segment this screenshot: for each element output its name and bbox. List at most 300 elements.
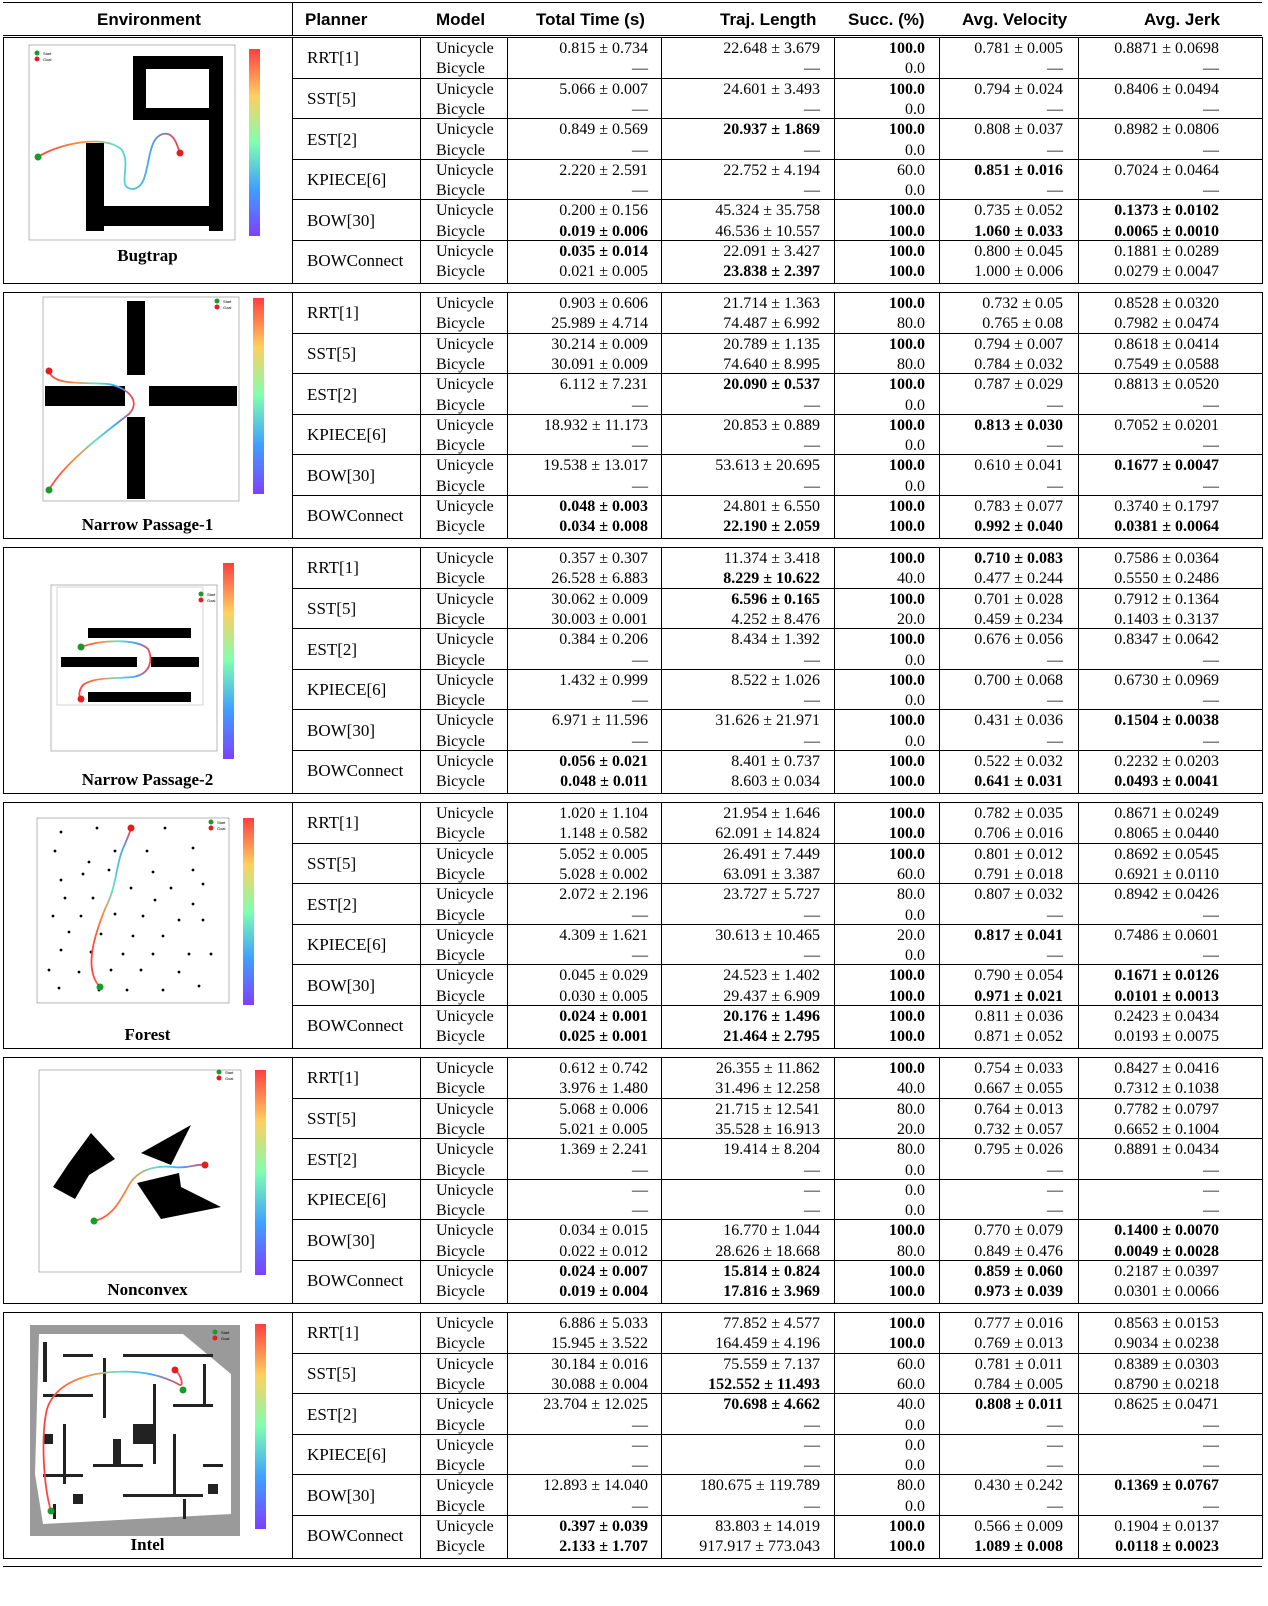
obstacle (86, 143, 104, 231)
column-divider (420, 1057, 421, 1304)
model-cell: Bicycle (436, 1202, 485, 1220)
goal-marker-icon (212, 1335, 217, 1340)
column-divider (292, 802, 293, 1049)
avg-velocity-cell: 0.764 ± 0.013 (974, 1100, 1063, 1118)
column-divider (939, 802, 940, 1049)
traj-length-cell: 74.640 ± 8.995 (723, 355, 820, 373)
avg-jerk-cell: 0.8347 ± 0.0642 (1114, 631, 1219, 649)
traj-length-cell: 20.789 ± 1.135 (723, 335, 820, 353)
legend-start-label: Start (224, 1069, 234, 1075)
traj-length-cell: 24.523 ± 1.402 (723, 967, 820, 985)
total-time-cell: 5.028 ± 0.002 (559, 865, 648, 883)
model-cell: Bicycle (436, 100, 485, 118)
table-rule (292, 1138, 1262, 1139)
tree-obstacle (60, 949, 63, 952)
table-rule (292, 709, 1262, 710)
avg-velocity-cell: 0.992 ± 0.040 (974, 518, 1063, 536)
success-rate-cell: 40.0 (897, 1080, 925, 1098)
success-rate-cell: 0.0 (905, 1416, 925, 1434)
model-cell: Unicycle (436, 457, 494, 475)
avg-jerk-cell: 0.8065 ± 0.0440 (1114, 825, 1219, 843)
column-divider (292, 547, 293, 794)
total-time-cell: — (632, 182, 648, 200)
avg-jerk-cell: 0.0301 ± 0.0066 (1114, 1283, 1219, 1301)
avg-velocity-cell: 0.754 ± 0.033 (974, 1060, 1063, 1077)
avg-jerk-cell: 0.7024 ± 0.0464 (1114, 161, 1219, 179)
avg-jerk-cell: 0.1881 ± 0.0289 (1114, 243, 1219, 260)
column-divider (939, 292, 940, 539)
total-time-cell: 23.704 ± 12.025 (543, 1396, 648, 1414)
total-time-cell: — (632, 1497, 648, 1515)
traj-length-cell: 22.091 ± 3.427 (723, 243, 820, 260)
model-cell: Bicycle (436, 825, 485, 843)
avg-velocity-cell: 0.790 ± 0.054 (974, 967, 1063, 985)
model-cell: Unicycle (436, 416, 494, 434)
model-cell: Bicycle (436, 182, 485, 200)
success-rate-cell: 100.0 (889, 80, 925, 98)
avg-jerk-cell: 0.8891 ± 0.0434 (1114, 1141, 1219, 1159)
total-time-cell: 1.432 ± 0.999 (559, 671, 648, 689)
tree-obstacle (110, 969, 113, 972)
table-rule (3, 1303, 1262, 1304)
avg-velocity-cell: — (1047, 732, 1063, 750)
table-rule (292, 1219, 1262, 1220)
total-time-cell: 0.357 ± 0.307 (559, 550, 648, 567)
planner-name: BOW[30] (307, 210, 375, 230)
table-rule (292, 495, 1262, 496)
tree-obstacle (188, 953, 191, 956)
column-divider (834, 802, 835, 1049)
column-divider (661, 1312, 662, 1559)
avg-jerk-cell: 0.8618 ± 0.0414 (1114, 335, 1219, 353)
traj-length-cell: 15.814 ± 0.824 (723, 1263, 820, 1280)
model-cell: Bicycle (436, 651, 485, 669)
planner-name: EST[2] (307, 384, 358, 404)
map-wall (173, 1434, 176, 1494)
avg-jerk-cell: — (1203, 651, 1219, 669)
total-time-cell: — (632, 100, 648, 118)
avg-jerk-cell: 0.1671 ± 0.0126 (1114, 967, 1219, 985)
avg-jerk-cell: — (1203, 1457, 1219, 1475)
table-rule (292, 964, 1262, 965)
success-rate-cell: 100.0 (889, 1283, 925, 1301)
model-cell: Bicycle (436, 1416, 485, 1434)
model-cell: Unicycle (436, 712, 494, 730)
avg-velocity-cell: 0.795 ± 0.026 (974, 1141, 1063, 1159)
avg-jerk-cell: 0.1677 ± 0.0047 (1114, 457, 1219, 475)
success-rate-cell: 60.0 (897, 1355, 925, 1373)
planner-name: BOWConnect (307, 506, 404, 526)
plot-frame (37, 818, 229, 1003)
map-wall (43, 1342, 47, 1382)
success-rate-cell: 100.0 (889, 845, 925, 863)
avg-jerk-cell: 0.9034 ± 0.0238 (1114, 1335, 1219, 1353)
total-time-cell: — (632, 1457, 648, 1475)
success-rate-cell: 100.0 (889, 631, 925, 649)
table-rule (292, 1474, 1262, 1475)
avg-velocity-cell: 0.849 ± 0.476 (974, 1242, 1063, 1260)
traj-length-cell: 8.522 ± 1.026 (731, 671, 820, 689)
avg-jerk-cell: 0.8427 ± 0.0416 (1114, 1060, 1219, 1077)
map-wall (43, 1474, 83, 1477)
planner-name: KPIECE[6] (307, 1190, 387, 1210)
traj-length-cell: — (804, 651, 820, 669)
model-cell: Unicycle (436, 753, 494, 770)
avg-velocity-cell: 0.781 ± 0.011 (974, 1355, 1063, 1373)
traj-length-cell: 29.437 ± 6.909 (723, 987, 820, 1005)
total-time-cell: 0.022 ± 0.012 (559, 1242, 648, 1260)
column-divider (661, 292, 662, 539)
column-divider (1078, 1312, 1079, 1559)
avg-velocity-cell: — (1047, 60, 1063, 78)
model-cell: Unicycle (436, 1263, 494, 1280)
success-rate-cell: 100.0 (889, 1060, 925, 1077)
success-rate-cell: 0.0 (905, 1181, 925, 1199)
tree-obstacle (78, 971, 81, 974)
traj-length-cell: 35.528 ± 16.913 (715, 1120, 820, 1138)
planner-name: BOW[30] (307, 465, 375, 485)
avg-jerk-cell: 0.3740 ± 0.1797 (1114, 498, 1219, 515)
column-divider (834, 37, 835, 284)
total-time-cell: 6.971 ± 11.596 (551, 712, 648, 730)
tree-obstacle (154, 899, 157, 902)
avg-velocity-cell: 0.791 ± 0.018 (974, 865, 1063, 883)
model-cell: Bicycle (436, 1283, 485, 1301)
planner-name: KPIECE[6] (307, 1445, 387, 1465)
avg-velocity-cell: — (1047, 1416, 1063, 1434)
model-cell: Unicycle (436, 243, 494, 260)
table-rule (292, 1260, 1262, 1261)
table-rule (292, 1515, 1262, 1516)
start-marker-icon (212, 1329, 217, 1334)
avg-jerk-cell: 0.1504 ± 0.0038 (1114, 712, 1219, 730)
model-cell: Bicycle (436, 263, 485, 281)
traj-length-cell: 6.596 ± 0.165 (731, 590, 820, 608)
avg-velocity-cell: 0.817 ± 0.041 (974, 926, 1063, 944)
obstacle (127, 417, 145, 499)
legend-start-label: Start (222, 298, 232, 304)
column-divider (420, 802, 421, 1049)
goal-marker-icon (35, 56, 40, 61)
planner-name: EST[2] (307, 894, 358, 914)
tree-obstacle (96, 827, 99, 830)
model-cell: Unicycle (436, 1181, 494, 1199)
traj-length-cell: — (804, 60, 820, 78)
avg-velocity-cell: — (1047, 396, 1063, 414)
tree-obstacle (164, 827, 167, 830)
goal-marker-icon (216, 1075, 221, 1080)
column-divider (834, 292, 835, 539)
success-rate-cell: 100.0 (889, 1008, 925, 1025)
colorbar (253, 298, 264, 494)
traj-length-cell: — (804, 437, 820, 455)
model-cell: Unicycle (436, 926, 494, 944)
avg-jerk-cell: 0.7052 ± 0.0201 (1114, 416, 1219, 434)
avg-velocity-cell: 1.000 ± 0.006 (974, 263, 1063, 281)
success-rate-cell: 0.0 (905, 100, 925, 118)
traj-length-cell: — (804, 396, 820, 414)
traj-length-cell: 53.613 ± 20.695 (715, 457, 820, 475)
table-rule (292, 750, 1262, 751)
model-cell: Unicycle (436, 295, 494, 312)
success-rate-cell: 100.0 (889, 121, 925, 139)
model-cell: Bicycle (436, 1335, 485, 1353)
avg-jerk-cell: 0.8625 ± 0.0471 (1114, 1396, 1219, 1414)
total-time-cell: 12.893 ± 14.040 (543, 1477, 648, 1495)
column-divider (1262, 547, 1263, 794)
avg-velocity-cell: 0.808 ± 0.037 (974, 121, 1063, 139)
column-divider (1262, 1312, 1263, 1559)
avg-velocity-cell: 0.851 ± 0.016 (974, 161, 1063, 179)
traj-length-cell: 30.613 ± 10.465 (715, 926, 820, 944)
success-rate-cell: 100.0 (889, 1222, 925, 1240)
model-cell: Bicycle (436, 1080, 485, 1098)
model-cell: Unicycle (436, 1100, 494, 1118)
total-time-cell: — (632, 1161, 648, 1179)
avg-jerk-cell: 0.8692 ± 0.0545 (1114, 845, 1219, 863)
model-cell: Unicycle (436, 550, 494, 567)
environment-plot (3, 549, 292, 771)
traj-length-cell: — (804, 947, 820, 965)
avg-jerk-cell: 0.0101 ± 0.0013 (1114, 987, 1219, 1005)
success-rate-cell: 0.0 (905, 692, 925, 710)
avg-jerk-cell: 0.1373 ± 0.0102 (1114, 202, 1219, 220)
planner-name: SST[5] (307, 853, 357, 873)
traj-length-cell: 26.491 ± 7.449 (723, 845, 820, 863)
table-rule (3, 1558, 1262, 1559)
column-divider (292, 37, 293, 284)
colorbar (255, 1324, 266, 1529)
total-time-cell: 0.903 ± 0.606 (559, 295, 648, 312)
planner-name: BOWConnect (307, 761, 404, 781)
table-rule (3, 283, 1262, 284)
column-divider (1078, 292, 1079, 539)
total-time-cell: 0.024 ± 0.001 (559, 1008, 648, 1025)
tree-obstacle (114, 913, 117, 916)
avg-velocity-cell: 0.800 ± 0.045 (974, 243, 1063, 260)
success-rate-cell: 80.0 (897, 1100, 925, 1118)
success-rate-cell: 100.0 (889, 376, 925, 394)
success-rate-cell: 100.0 (889, 1518, 925, 1535)
total-time-cell: 0.384 ± 0.206 (559, 631, 648, 649)
avg-velocity-cell: 0.770 ± 0.079 (974, 1222, 1063, 1240)
total-time-cell: — (632, 692, 648, 710)
success-rate-cell: 80.0 (897, 355, 925, 373)
column-divider (292, 1312, 293, 1559)
start-marker-icon (91, 1217, 98, 1224)
avg-jerk-cell: 0.7782 ± 0.0797 (1114, 1100, 1219, 1118)
model-cell: Bicycle (436, 1242, 485, 1260)
avg-jerk-cell: — (1203, 1497, 1219, 1515)
total-time-cell: 1.148 ± 0.582 (559, 825, 648, 843)
tree-obstacle (130, 887, 133, 890)
column-divider (420, 37, 421, 284)
avg-velocity-cell: 0.783 ± 0.077 (974, 498, 1063, 515)
success-rate-cell: 60.0 (897, 1375, 925, 1393)
traj-length-cell: 11.374 ± 3.418 (723, 550, 820, 567)
model-cell: Bicycle (436, 732, 485, 750)
column-divider (507, 802, 508, 1049)
avg-velocity-cell: 0.777 ± 0.016 (974, 1315, 1063, 1332)
environment-name: Bugtrap (117, 245, 178, 265)
avg-velocity-cell: 0.801 ± 0.012 (974, 845, 1063, 863)
column-divider (507, 37, 508, 284)
tree-obstacle (170, 887, 173, 890)
avg-velocity-cell: 0.769 ± 0.013 (974, 1335, 1063, 1353)
total-time-cell: 0.035 ± 0.014 (559, 243, 648, 260)
tree-obstacle (140, 969, 143, 972)
avg-jerk-cell: 0.2187 ± 0.0397 (1114, 1263, 1219, 1280)
model-cell: Bicycle (436, 477, 485, 495)
traj-length-cell: 17.816 ± 3.969 (723, 1283, 820, 1301)
column-divider (420, 292, 421, 539)
avg-velocity-cell: 0.808 ± 0.011 (975, 1396, 1063, 1414)
traj-length-cell: 24.601 ± 3.493 (723, 80, 820, 98)
map-wall (173, 1404, 213, 1407)
success-rate-cell: 20.0 (897, 926, 925, 944)
map-wall (203, 1464, 223, 1467)
column-divider (1078, 1057, 1079, 1304)
traj-length-cell: — (804, 1457, 820, 1475)
model-cell: Unicycle (436, 1060, 494, 1077)
table-rule (292, 1393, 1262, 1394)
success-rate-cell: 100.0 (889, 1538, 925, 1556)
total-time-cell: 2.133 ± 1.707 (559, 1538, 648, 1556)
avg-jerk-cell: 0.1369 ± 0.0767 (1114, 1477, 1219, 1495)
total-time-cell: 18.932 ± 11.173 (543, 416, 648, 434)
total-time-cell: 25.989 ± 4.714 (551, 315, 648, 333)
tree-obstacle (88, 861, 91, 864)
total-time-cell: 0.019 ± 0.006 (559, 222, 648, 240)
tree-obstacle (142, 915, 145, 918)
total-time-cell: 6.112 ± 7.231 (559, 376, 648, 394)
avg-velocity-cell: 0.706 ± 0.016 (974, 825, 1063, 843)
model-cell: Bicycle (436, 1161, 485, 1179)
success-rate-cell: 0.0 (905, 947, 925, 965)
traj-length-cell: 20.853 ± 0.889 (723, 416, 820, 434)
avg-velocity-cell: 0.477 ± 0.244 (974, 570, 1063, 588)
success-rate-cell: 100.0 (889, 1028, 925, 1046)
success-rate-cell: 100.0 (889, 773, 925, 791)
avg-jerk-cell: — (1203, 906, 1219, 924)
avg-jerk-cell: — (1203, 1181, 1219, 1199)
planner-name: RRT[1] (307, 48, 359, 68)
avg-jerk-cell: 0.8406 ± 0.0494 (1114, 80, 1219, 98)
traj-length-cell: — (804, 1181, 820, 1199)
avg-velocity-cell: — (1047, 692, 1063, 710)
avg-velocity-cell: 0.732 ± 0.05 (982, 295, 1063, 312)
planner-name: SST[5] (307, 598, 357, 618)
avg-velocity-cell: — (1047, 141, 1063, 159)
model-cell: Bicycle (436, 773, 485, 791)
tree-obstacle (192, 869, 195, 872)
table-rule (3, 1566, 1262, 1567)
planner-name: BOWConnect (307, 251, 404, 271)
column-divider (939, 547, 940, 794)
avg-jerk-cell: 0.6730 ± 0.0969 (1114, 671, 1219, 689)
tree-obstacle (60, 831, 63, 834)
goal-marker-icon (198, 597, 203, 602)
avg-jerk-cell: 0.8982 ± 0.0806 (1114, 121, 1219, 139)
success-rate-cell: 100.0 (889, 805, 925, 822)
avg-jerk-cell: 0.1400 ± 0.0070 (1114, 1222, 1219, 1240)
success-rate-cell: 20.0 (897, 610, 925, 628)
table-rule (292, 199, 1262, 200)
avg-velocity-cell: 0.781 ± 0.005 (974, 40, 1063, 57)
total-time-cell: — (632, 437, 648, 455)
success-rate-cell: 100.0 (889, 671, 925, 689)
column-divider (661, 1057, 662, 1304)
total-time-cell: 5.052 ± 0.005 (559, 845, 648, 863)
legend-goal-label: Goal (216, 825, 226, 831)
map-wall (208, 1484, 218, 1494)
traj-length-cell: 20.937 ± 1.869 (723, 121, 820, 139)
tree-obstacle (54, 850, 57, 853)
traj-length-cell: 62.091 ± 14.824 (715, 825, 820, 843)
start-marker-icon (48, 1507, 55, 1514)
avg-jerk-cell: — (1203, 182, 1219, 200)
environment-name: Nonconvex (107, 1279, 188, 1299)
success-rate-cell: 80.0 (897, 1242, 925, 1260)
legend-start-label: Start (206, 591, 216, 597)
success-rate-cell: 100.0 (889, 295, 925, 312)
success-rate-cell: 0.0 (905, 141, 925, 159)
column-divider (939, 1057, 940, 1304)
model-cell: Unicycle (436, 1222, 494, 1240)
model-cell: Bicycle (436, 315, 485, 333)
avg-jerk-cell: 0.8942 ± 0.0426 (1114, 886, 1219, 904)
model-cell: Bicycle (436, 1538, 485, 1556)
tree-obstacle (82, 873, 85, 876)
obstacle (61, 657, 137, 667)
success-rate-cell: 40.0 (897, 1396, 925, 1414)
avg-velocity-cell: 0.813 ± 0.030 (974, 416, 1063, 434)
environment-plot (3, 804, 292, 1026)
model-cell: Unicycle (436, 805, 494, 822)
table-rule (3, 547, 1262, 548)
tree-obstacle (152, 871, 155, 874)
traj-length-cell: — (804, 1436, 820, 1454)
column-divider (292, 292, 293, 539)
success-rate-cell: 100.0 (889, 518, 925, 536)
avg-velocity-cell: 0.641 ± 0.031 (974, 773, 1063, 791)
avg-velocity-cell: 0.522 ± 0.032 (974, 753, 1063, 770)
model-cell: Unicycle (436, 335, 494, 353)
total-time-cell: 0.849 ± 0.569 (559, 121, 648, 139)
success-rate-cell: 100.0 (889, 967, 925, 985)
column-divider (1262, 37, 1263, 284)
success-rate-cell: 0.0 (905, 396, 925, 414)
total-time-cell: 0.025 ± 0.001 (559, 1028, 648, 1046)
tree-obstacle (162, 989, 165, 992)
model-cell: Bicycle (436, 947, 485, 965)
table-rule (292, 628, 1262, 629)
total-time-cell: 0.045 ± 0.029 (559, 967, 648, 985)
map-wall (43, 1394, 93, 1397)
obstacle (88, 628, 191, 638)
model-cell: Bicycle (436, 987, 485, 1005)
avg-velocity-cell: — (1047, 437, 1063, 455)
total-time-cell: 0.034 ± 0.015 (559, 1222, 648, 1240)
avg-velocity-cell: 0.973 ± 0.039 (974, 1283, 1063, 1301)
model-cell: Unicycle (436, 1315, 494, 1332)
success-rate-cell: 0.0 (905, 477, 925, 495)
avg-velocity-cell: 0.732 ± 0.057 (974, 1120, 1063, 1138)
success-rate-cell: 20.0 (897, 1120, 925, 1138)
tree-obstacle (60, 879, 63, 882)
avg-velocity-cell: — (1047, 1457, 1063, 1475)
table-rule (3, 1057, 1262, 1058)
